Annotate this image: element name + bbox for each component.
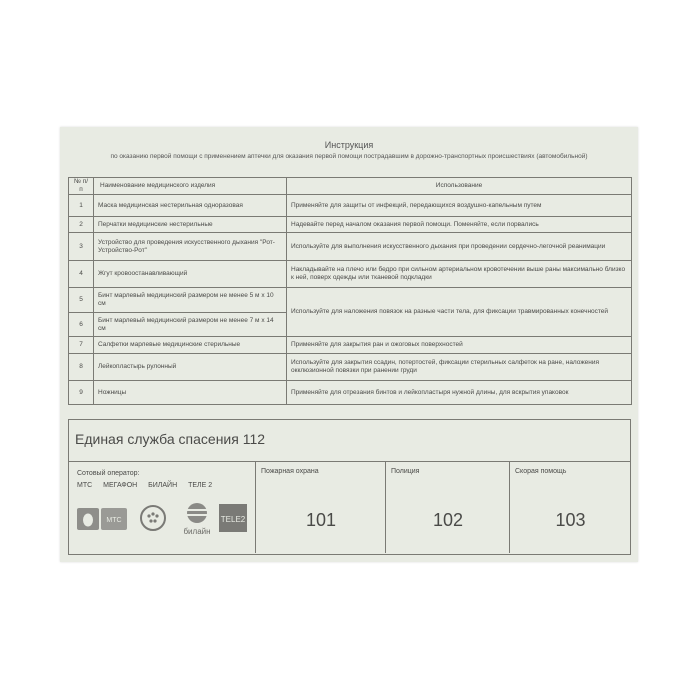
emergency-section bbox=[68, 419, 631, 555]
service-label: Скорая помощь bbox=[515, 468, 567, 475]
service-number: 101 bbox=[305, 510, 337, 530]
row-num: 1 bbox=[69, 195, 94, 217]
row-name: Ножницы bbox=[94, 381, 287, 405]
row-usage: Надевайте перед началом оказания первой помощи. Поменяйте, если порвались bbox=[287, 217, 632, 233]
row-usage: Используйте для выполнения искусственного дыхания при проведении сердечно-легочной реанимации bbox=[287, 233, 632, 261]
megafon-logo-icon bbox=[139, 504, 167, 532]
instruction-table bbox=[68, 177, 632, 405]
service-label: Полиция bbox=[391, 468, 420, 475]
table-row bbox=[69, 288, 632, 313]
mts-logo-text: МТС bbox=[106, 517, 122, 524]
header-name: Наименование медицинского изделия bbox=[94, 178, 287, 195]
row-name: Жгут кровоостанавливающий bbox=[94, 261, 287, 288]
row-num: 4 bbox=[69, 261, 94, 288]
beeline-logo-icon bbox=[177, 502, 217, 538]
instruction-title: Инструкция bbox=[324, 140, 374, 150]
row-name: Салфетки марлевые медицинские стерильные bbox=[94, 337, 287, 354]
operator-megafon: МЕГАФОН bbox=[103, 482, 138, 489]
service-number: 103 bbox=[555, 510, 586, 530]
row-num: 3 bbox=[69, 233, 94, 261]
service-number: 102 bbox=[432, 510, 464, 530]
operator-label: Сотовый оператор: bbox=[77, 470, 140, 477]
table-row bbox=[69, 381, 632, 405]
row-num: 7 bbox=[69, 337, 94, 354]
service-label: Пожарная охрана bbox=[261, 468, 319, 475]
table-row bbox=[69, 217, 632, 233]
service-police bbox=[385, 462, 510, 553]
row-name: Перчатки медицинские нестерильные bbox=[94, 217, 287, 233]
row-num: 9 bbox=[69, 381, 94, 405]
row-name: Устройство для проведения искусственного дыхания "Рот-Устройство-Рот" bbox=[94, 233, 287, 261]
table-row bbox=[69, 261, 632, 288]
table-row bbox=[69, 195, 632, 217]
first-aid-instruction-card bbox=[60, 127, 638, 562]
row-usage: Применяйте для защиты от инфекций, передающихся воздушно-капельным путем bbox=[287, 195, 632, 217]
row-usage: Применяйте для отрезания бинтов и лейкопластыря нужной длины, для вскрытия упаковок bbox=[287, 381, 632, 405]
row-num: 5 bbox=[69, 288, 94, 313]
tele2-logo-icon bbox=[219, 504, 247, 532]
beeline-logo-text: билайн bbox=[183, 527, 211, 536]
row-num: 6 bbox=[69, 313, 94, 337]
service-ambulance bbox=[509, 462, 631, 553]
row-name: Маска медицинская нестерильная одноразовая bbox=[94, 195, 287, 217]
tele2-logo-text: TELE2 bbox=[220, 515, 246, 524]
operator-list bbox=[77, 482, 221, 489]
row-usage: Накладывайте на плечо или бедро при сильном артериальном кровотечении выше раны максимально близко к ней, поверх одежды или тканевой подкладки bbox=[287, 261, 632, 288]
operator-beeline: БИЛАЙН bbox=[148, 482, 178, 489]
mts-logo-icon bbox=[77, 508, 129, 530]
service-fire bbox=[255, 462, 386, 553]
row-usage: Применяйте для закрытия ран и ожоговых поверхностей bbox=[287, 337, 632, 354]
header-num: № п/п bbox=[69, 178, 94, 195]
operator-mts: МТС bbox=[77, 482, 93, 489]
emergency-title: Единая служба спасения 112 bbox=[75, 431, 266, 447]
table-header-row bbox=[69, 178, 632, 195]
header-usage: Использование bbox=[287, 178, 632, 195]
row-num: 2 bbox=[69, 217, 94, 233]
row-usage: Используйте для наложения повязок на разные части тела, для фиксации травмированных конечностей bbox=[287, 288, 632, 337]
row-num: 8 bbox=[69, 354, 94, 381]
operator-tele2: ТЕЛЕ 2 bbox=[188, 482, 213, 489]
row-name: Бинт марлевый медицинский размером не менее 7 м х 14 см bbox=[94, 313, 287, 337]
table-row bbox=[69, 233, 632, 261]
row-usage: Используйте для закрытия ссадин, потертостей, фиксации стерильных салфеток на ране, наложения окклюзионной повязки при ранении груди bbox=[287, 354, 632, 381]
instruction-subtitle: по оказанию первой помощи с применением аптечки для оказания первой помощи пострадавшим в дорожно-транспортных происшествиях (автомобильной) bbox=[110, 153, 588, 160]
table-row bbox=[69, 354, 632, 381]
table-row bbox=[69, 337, 632, 354]
row-name: Бинт марлевый медицинский размером не менее 5 м х 10 см bbox=[94, 288, 287, 313]
row-name: Лейкопластырь рулонный bbox=[94, 354, 287, 381]
